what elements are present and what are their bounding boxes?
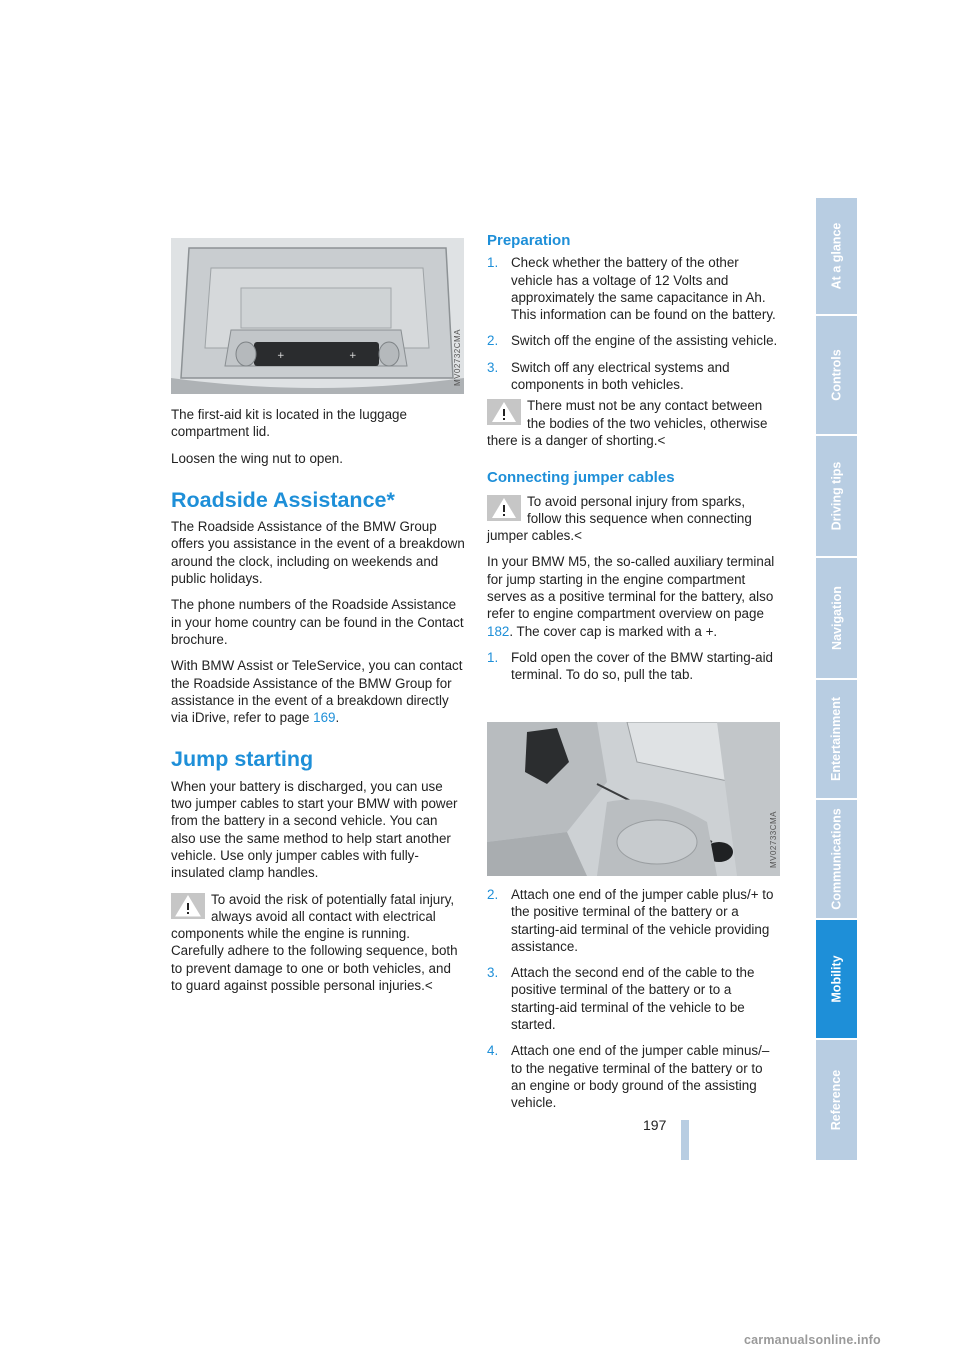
- engine-compartment-photo: [487, 722, 780, 876]
- warning-text: To avoid personal injury from sparks, follow this sequence when connecting jumper cables.: [487, 493, 752, 544]
- page-marker: [681, 1120, 689, 1160]
- roadside-heading: Roadside Assistance*: [171, 487, 395, 512]
- list-item: 1. Check whether the battery of the other vehicle has a voltage of 12 Volts and approximately the same capacitance in Ah. This information can be found on the battery.: [487, 255, 776, 323]
- roadside-paragraph-1: The Roadside Assistance of the BMW Group offers you assistance in the event of a breakdown around the clock, including on weekends and public holidays.: [171, 519, 465, 587]
- warning-end-mark: <: [424, 978, 433, 994]
- right-column-continued: [487, 886, 781, 1121]
- list-item: 1. Fold open the cover of the BMW starting-aid terminal. To do so, pull the tab.: [487, 649, 773, 683]
- tab-navigation[interactable]: Navigation: [816, 558, 857, 678]
- left-column: [171, 406, 465, 1003]
- jump-starting-heading: Jump starting: [171, 747, 314, 772]
- tab-entertainment[interactable]: Entertainment: [816, 680, 857, 798]
- tab-controls[interactable]: Controls: [816, 316, 857, 434]
- warning-note: There must not be any contact between the bodies of the two vehicles, otherwise there is a danger of shorting.<: [487, 398, 768, 448]
- warning-icon: [487, 495, 521, 521]
- warning-note: To avoid personal injury from sparks, follow this sequence when connecting jumper cables.<: [487, 493, 752, 544]
- watermark: carmanualsonline.info: [744, 1333, 881, 1347]
- page-link-182[interactable]: 182: [487, 623, 510, 639]
- tab-reference[interactable]: Reference: [816, 1040, 857, 1160]
- right-column: [487, 232, 781, 693]
- caption-first-aid: The first-aid kit is located in the luggage compartment lid.: [171, 407, 407, 440]
- roadside-paragraph-3: With BMW Assist or TeleService, you can contact the Roadside Assistance of the BMW Group for assistance in the event of a breakdown directly via iDrive, refer to page 169.: [171, 658, 463, 726]
- list-item: 4. Attach one end of the jumper cable minus/– to the negative terminal of the battery or to an engine or body ground of the assisting vehicle.: [487, 1043, 770, 1111]
- svg-text:+: +: [349, 351, 357, 361]
- list-item: 3. Switch off any electrical systems and components in both vehicles.: [487, 359, 730, 393]
- caption-wing-nut: Loosen the wing nut to open.: [171, 450, 343, 466]
- roadside-paragraph-2: The phone numbers of the Roadside Assistance in your home country can be found in the Contact brochure.: [171, 597, 464, 647]
- warning-text: There must not be any contact between the bodies of the two vehicles, otherwise there is a danger of shorting.: [487, 398, 768, 448]
- tab-communications[interactable]: Communications: [816, 800, 857, 918]
- photo-code: MV02733CMA: [769, 810, 778, 868]
- photo-code: MV02732CMA: [453, 328, 462, 386]
- jump-paragraph-1: When your battery is discharged, you can use two jumper cables to start your BMW with power from the battery in a second vehicle. You can also use the same method to help start another vehicle. Use only jumper cables with fully-insulated clamp handles.: [171, 778, 458, 881]
- list-item: 3. Attach the second end of the cable to the positive terminal of the battery or to a starting-aid terminal of the vehicle to be started.: [487, 965, 755, 1033]
- svg-text:+: +: [277, 351, 285, 361]
- preparation-heading: Preparation: [487, 232, 571, 249]
- warning-icon: [171, 893, 205, 919]
- first-aid-kit-photo: [171, 238, 464, 394]
- tab-at-a-glance[interactable]: At a glance: [816, 198, 857, 314]
- connecting-heading: Connecting jumper cables: [487, 469, 675, 487]
- list-item: 2. Attach one end of the jumper cable plus/+ to the positive terminal of the battery or a starting-aid terminal of the vehicle providing assistance.: [487, 887, 774, 954]
- tab-mobility[interactable]: Mobility: [816, 920, 857, 1038]
- page-link-169[interactable]: 169: [313, 710, 336, 726]
- page-number: 197: [643, 1117, 667, 1133]
- warning-note: [171, 891, 465, 995]
- warning-icon: [487, 399, 521, 425]
- tab-driving-tips[interactable]: Driving tips: [816, 436, 857, 556]
- list-item: 2. Switch off the engine of the assisting vehicle.: [487, 333, 778, 349]
- warning-text: To avoid the risk of potentially fatal injury, always avoid all contact with electrical components while the engine is running. Carefully adhere to the following sequence, both to prevent damage to one or both vehicles, and to guard against possible personal injuries.: [171, 891, 458, 994]
- auxiliary-terminal-paragraph: In your BMW M5, the so-called auxiliary terminal for jump starting in the engine compartment serves as a positive terminal for the battery, also refer to engine compartment overview on page 182. The cover cap is marked with a +.: [487, 554, 775, 639]
